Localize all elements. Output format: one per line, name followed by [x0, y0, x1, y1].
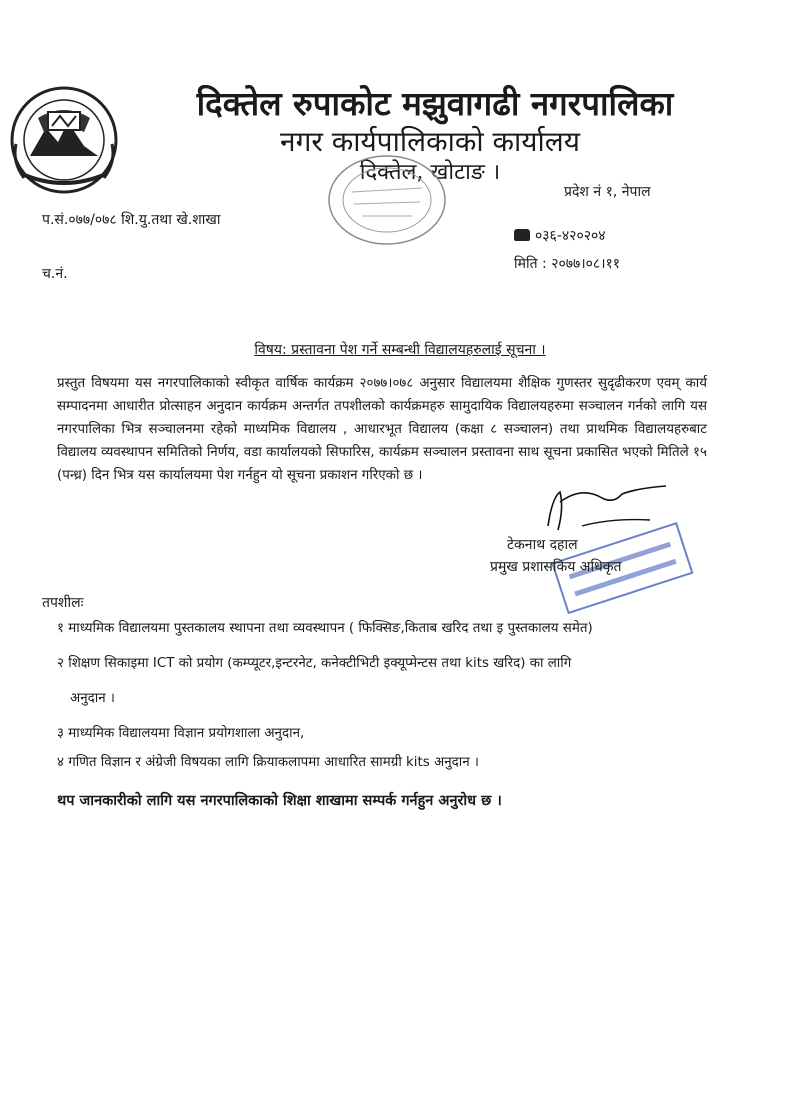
- notice-date: मिति : २०७७।०८।११: [514, 256, 621, 272]
- list-title: तपशीलः: [42, 595, 84, 611]
- subject-line: [0, 340, 800, 359]
- office-location: दिक्तेल, खोटाङ ।: [359, 160, 501, 185]
- office-name: नगर कार्यपालिकाको कार्यालय: [280, 125, 580, 158]
- list-item: ४ गणित विज्ञान र अंग्रेजी विषयका लागि क्रियाकलापमा आधारित सामग्री kits अनुदान ।: [57, 755, 480, 770]
- province-label: प्रदेश नं १, नेपाल: [564, 184, 651, 200]
- round-office-stamp: [322, 150, 452, 250]
- reference-number: प.सं.०७७/०७८ शि.यु.तथा खे.शाखा: [42, 212, 221, 228]
- list-item: १ माध्यमिक विद्यालयमा पुस्तकालय स्थापना तथा व्यवस्थापन ( फिक्सिङ,किताब खरिद तथा इ पुस्तकालय समेत): [57, 621, 593, 636]
- subject-text: विषय: प्रस्तावना पेश गर्ने सम्बन्धी विद्यालयहरुलाई सूचना ।: [254, 342, 546, 358]
- phone-number: [514, 226, 606, 245]
- signatory-title: प्रमुख प्रशासकिय अधिकृत: [490, 559, 622, 575]
- municipality-name: दिक्तेल रुपाकोट मझुवागढी नगरपालिका: [196, 84, 674, 123]
- notice-body: प्रस्तुत विषयमा यस नगरपालिकाको स्वीकृत वार्षिक कार्यक्रम २०७७।०७८ अनुसार विद्यालयमा शैक्षिक गुणस्तर सुदृढीकरण एवम् कार्य सम्पादनमा आधारीत प्रोत्साहन अनुदान कार्यक्रम अन्तर्गत तपशीलको कार्यक्रमहरु सामुदायिक विद्यालयहरुमा सञ्चालन गर्नको लागि यस नगरपालिका भित्र सञ्चालनमा रहेको माध्यमिक विद्यालय , आधारभूत विद्यालय (कक्षा ८ सञ्चालन) तथा प्राथमिक विद्यालयहरुबाट विद्यालय व्यवस्थापन समितिको निर्णय, वडा कार्यालयको सिफारिस, कार्यक्रम सञ्चालन प्रस्तावना साथ सूचना प्रकासित भएको मितिले १५ (पन्ध्र) दिन भित्र यस कार्यालयमा पेश गर्नहुन यो सूचना प्रकाशन गरिएको छ ।: [57, 376, 707, 483]
- list-item: ३ माध्यमिक विद्यालयमा विज्ञान प्रयोगशाला अनुदान,: [57, 726, 305, 741]
- phone-value: ०३६-४२०२०४: [535, 228, 606, 244]
- closing-request: थप जानकारीको लागि यस नगरपालिकाको शिक्षा शाखामा सम्पर्क गर्नहुन अनुरोध छ ।: [57, 793, 502, 809]
- list-item: २ शिक्षण सिकाइमा ICT को प्रयोग (कम्प्यूटर,इन्टरनेट, कनेक्टीभिटी इक्यूप्मेन्टस तथा kits खरिद) का लागि: [57, 656, 572, 671]
- list-item-continuation: अनुदान ।: [70, 691, 116, 706]
- signatory-name: टेकनाथ दहाल: [507, 537, 578, 553]
- telephone-icon: [514, 229, 530, 241]
- dispatch-number: च.नं.: [42, 266, 68, 282]
